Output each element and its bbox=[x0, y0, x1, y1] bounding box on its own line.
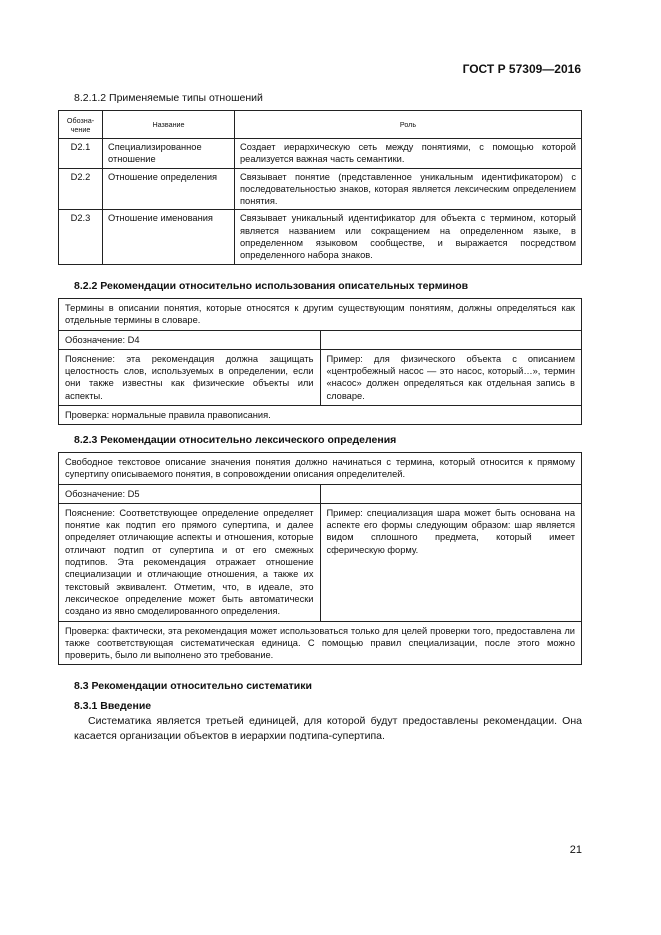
explanation-cell: Пояснение: эта рекомендация должна защищать целостность слов, используемых в определении, если они также известны как физические объекты или аспекты. bbox=[59, 349, 321, 405]
empty-cell bbox=[320, 484, 582, 503]
cell-role: Связывает уникальный идентификатор для объекта с термином, который является названием или сокращением на определенном языке, в определенном языковом сообществе, и выражается посредством определенного набора знаков. bbox=[235, 210, 582, 264]
cell-name: Отношение именования bbox=[103, 210, 235, 264]
check-cell: Проверка: нормальные правила правописания. bbox=[59, 406, 582, 425]
recommendation-statement: Термины в описании понятия, которые относятся к другим существующим понятиям, должны определяться как отдельные термины в словаре. bbox=[59, 299, 582, 331]
section-8-2-2-title: 8.2.2 Рекомендации относительно использования описательных терминов bbox=[74, 280, 469, 292]
explanation-cell: Пояснение: Соответствующее определение определяет понятие как подтип его прямого супертипа, и далее определяет отличающие аспекты и отношения, которые отличают подтип от супертипа и от его смежных подтипов. Эта рекомендация отражает отношение специализации и отличающие отношения, а также их текстовый эквивалент. Отметим, что, в идеале, это лексическое определение может быть автоматически создано из явно смоделированного определения. bbox=[59, 503, 321, 621]
cell-name: Отношение определения bbox=[103, 168, 235, 210]
relation-types-table bbox=[58, 110, 582, 265]
table-row bbox=[59, 168, 582, 210]
table-row bbox=[59, 139, 582, 169]
section-8-3-title: 8.3 Рекомендации относительно систематики bbox=[74, 680, 312, 692]
example-cell: Пример: специализация шара может быть основана на аспекте его формы следующим образом: шар является видом сплошного предмета, который имеет сферическую форму. bbox=[320, 503, 582, 621]
recommendation-statement: Свободное текстовое описание значения понятия должно начинаться с термина, который относится к прямому супертипу описываемого понятия, в сопровождении описания определителей. bbox=[59, 453, 582, 485]
section-8-2-3-title: 8.2.3 Рекомендации относительно лексического определения bbox=[74, 434, 397, 446]
page-number: 21 bbox=[569, 844, 582, 856]
cell-role: Создает иерархическую сеть между понятиями, с помощью которой реализуется важная часть семантики. bbox=[235, 139, 582, 169]
cell-code: D2.1 bbox=[59, 139, 103, 169]
check-cell: Проверка: фактически, эта рекомендация может использоваться только для целей проверки того, предоставлена ли также соответствующая систематическая единица. С помощью правил специализации, после этого можно проверить, было ли выполнено это требование. bbox=[59, 621, 582, 665]
empty-cell bbox=[320, 330, 582, 349]
cell-code: D2.3 bbox=[59, 210, 103, 264]
table-header-row bbox=[59, 111, 582, 139]
section-8-2-1-2-title: 8.2.1.2 Применяемые типы отношений bbox=[74, 92, 263, 104]
designation-cell: Обозначение: D5 bbox=[59, 484, 321, 503]
designation-cell: Обозначение: D4 bbox=[59, 330, 321, 349]
cell-name: Специализированное отношение bbox=[103, 139, 235, 169]
col-header-code: Обозна- чение bbox=[59, 111, 103, 139]
cell-role: Связывает понятие (представленное уникальным идентификатором) с последовательностью знаков, которая является лексическим определением понятия. bbox=[235, 168, 582, 210]
example-cell: Пример: для физического объекта с описанием «центробежный насос — это насос, который…», термин «насос» должен определяться как отдельная запись в словаре. bbox=[320, 349, 582, 405]
section-8-3-1-text: Систематика является третьей единицей, для которой будут предоставлены рекомендации. Она касается организации объектов в иерархии подтипа-супертипа. bbox=[74, 715, 582, 742]
section-8-3-1-title: 8.3.1 Введение bbox=[74, 700, 152, 712]
col-header-name: Название bbox=[103, 111, 235, 139]
recommendation-d5-table bbox=[58, 452, 582, 665]
table-row bbox=[59, 210, 582, 264]
col-header-role: Роль bbox=[235, 111, 582, 139]
standard-code: ГОСТ Р 57309—2016 bbox=[462, 62, 581, 76]
cell-code: D2.2 bbox=[59, 168, 103, 210]
recommendation-d4-table bbox=[58, 298, 582, 425]
